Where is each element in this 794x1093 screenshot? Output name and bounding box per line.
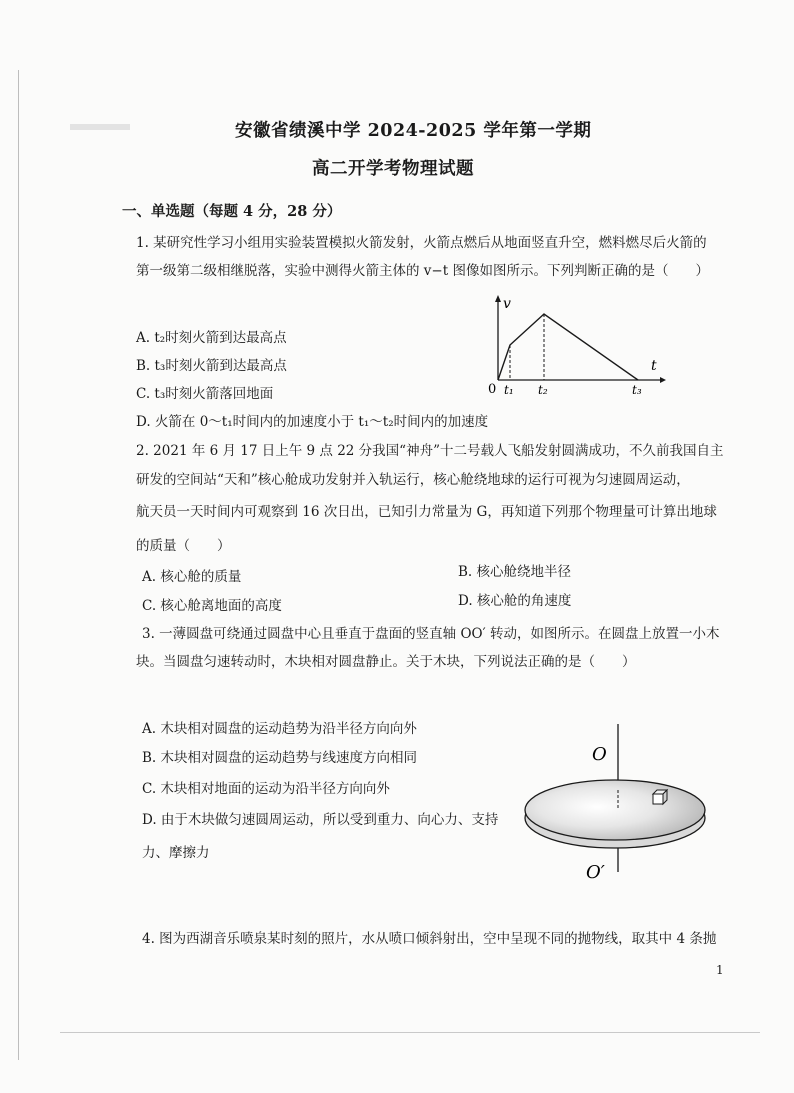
scan-smudge	[70, 124, 130, 130]
q1-option-c: C. t₃时刻火箭落回地面	[136, 386, 274, 402]
q1-stem-line1: 1. 某研究性学习小组用实验装置模拟火箭发射，火箭点燃后从地面竖直升空，燃料燃尽后火箭的	[136, 235, 707, 251]
q2-stem-line4: 的质量（ ）	[136, 538, 231, 554]
q2-stem-line2: 研发的空间站“天和”核心舱成功发射并入轨运行，核心舱绕地球的运行可视为匀速圆周运动，	[136, 472, 690, 488]
q2-stem-line3: 航天员一天时间内可观察到 16 次日出，已知引力常量为 G，再知道下列那个物理量可计算出地球	[136, 504, 717, 520]
exam-title-line2: 高二开学考物理试题	[312, 159, 474, 179]
q3-option-d: D. 由于木块做匀速圆周运动，所以受到重力、向心力、支持	[142, 812, 499, 828]
t-axis-label: t	[651, 358, 657, 374]
q1-option-a: A. t₂时刻火箭到达最高点	[136, 330, 287, 346]
tick-t2: t₂	[538, 383, 548, 397]
q4-stem-line1: 4. 图为西湖音乐喷泉某时刻的照片，水从喷口倾斜射出，空中呈现不同的抛物线，取其中 4 条抛	[142, 931, 717, 947]
t-axis-arrow	[660, 377, 666, 383]
q1-option-b: B. t₃时刻火箭到达最高点	[136, 358, 287, 374]
q2-option-a: A. 核心舱的质量	[142, 569, 242, 585]
origin-label: 0	[488, 382, 497, 397]
page-edge-shadow	[18, 70, 19, 1060]
q2-option-d: D. 核心舱的角速度	[458, 593, 572, 609]
q1-option-d: D. 火箭在 0～t₁时间内的加速度小于 t₁～t₂时间内的加速度	[136, 414, 489, 430]
page-number: 1	[716, 963, 724, 977]
v-axis-arrow	[495, 295, 501, 302]
page-bottom-edge	[60, 1032, 760, 1033]
label-o-prime: O′	[586, 862, 605, 883]
q2-stem-line1: 2. 2021 年 6 月 17 日上午 9 点 22 分我国“神舟”十二号载人飞船发射圆满成功，不久前我国自主	[136, 443, 724, 459]
exam-title-line1: 安徽省绩溪中学 2024-2025 学年第一学期	[235, 121, 592, 141]
section-heading: 一、单选题（每题 4 分，28 分）	[122, 203, 342, 220]
rotating-disk-figure	[520, 722, 730, 887]
tick-t1: t₁	[504, 383, 514, 397]
q2-option-b: B. 核心舱绕地半径	[458, 564, 572, 580]
q1-stem-line2: 第一级第二级相继脱落，实验中测得火箭主体的 v−t 图像如图所示。下列判断正确的是（ ）	[136, 263, 709, 279]
v-axis-label: v	[503, 296, 511, 312]
q3-stem-line2: 块。当圆盘匀速转动时，木块相对圆盘静止。关于木块，下列说法正确的是（ ）	[136, 654, 636, 670]
tick-t3: t₃	[632, 383, 642, 397]
q3-option-c: C. 木块相对地面的运动为沿半径方向向外	[142, 781, 390, 797]
vt-graph	[484, 290, 674, 400]
vt-line	[498, 314, 638, 380]
label-o: O	[592, 744, 607, 765]
q3-stem-line1: 3. 一薄圆盘可绕通过圆盘中心且垂直于盘面的竖直轴 OO′ 转动，如图所示。在圆盘上放置一小木	[142, 626, 720, 642]
q3-option-b: B. 木块相对圆盘的运动趋势与线速度方向相同	[142, 750, 418, 766]
q3-option-a: A. 木块相对圆盘的运动趋势为沿半径方向向外	[142, 721, 417, 737]
q2-option-c: C. 核心舱离地面的高度	[142, 598, 282, 614]
disk-surface	[525, 780, 705, 840]
wooden-block	[653, 790, 667, 804]
q3-option-d-continued: 力、摩擦力	[142, 845, 210, 861]
